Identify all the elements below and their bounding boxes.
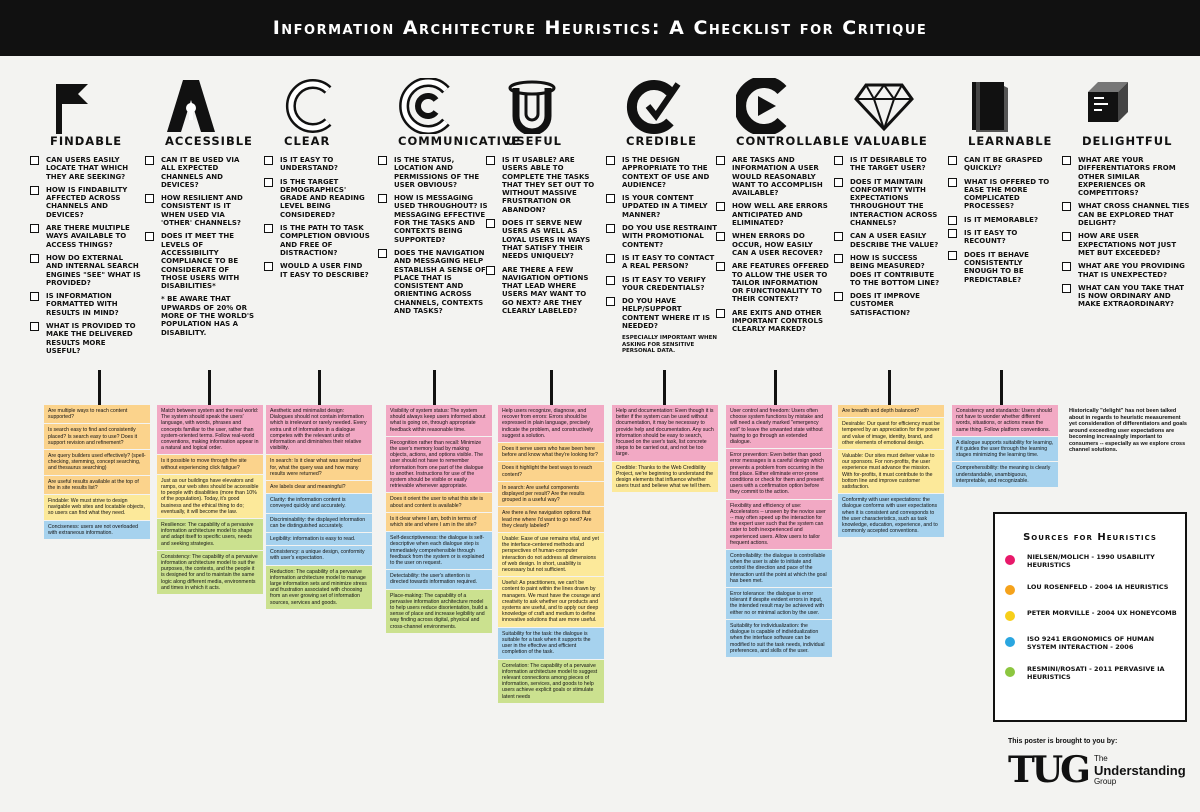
- sticky-note: Discriminability: the displayed information can be distinguished accurately.: [266, 514, 372, 532]
- cube-sparkle-icon: [1082, 74, 1134, 138]
- tug-logo-mark: TUG: [1008, 749, 1088, 791]
- question-text: CAN A USER EASILY DESCRIBE THE VALUE?: [850, 232, 939, 249]
- checklist-item[interactable]: [145, 156, 255, 189]
- delightful-note: Historically "delight" has not been talked about in regards to heuristic measurement yet consideration of differentiators and goals around exceeding user expectations are becoming increasingly important to consumers -- especially as we explore cross channel solutions.: [1069, 408, 1187, 453]
- sticky-note: Controllability: the dialogue is controllable when the user is able to initiate and control the direction and pace of the interaction until the point at which the goal has been met.: [726, 550, 832, 587]
- checkbox[interactable]: [1062, 262, 1071, 271]
- checkbox[interactable]: [948, 251, 957, 260]
- checklist-item[interactable]: [1062, 202, 1192, 227]
- source-item: [1005, 665, 1177, 681]
- checklist-item[interactable]: [606, 276, 718, 293]
- question-text: DOES IT BEHAVE CONSISTENTLY ENOUGH TO BE PREDICTABLE?: [964, 250, 1029, 284]
- source-label: ISO 9241 ERGONOMICS OF HUMAN SYSTEM INTERACTION - 2006: [1027, 635, 1155, 651]
- question-text: CAN USERS EASILY LOCATE THAT WHICH THEY ARE SEEKING?: [46, 156, 129, 181]
- checklist-item[interactable]: [30, 254, 142, 287]
- question-text: DO YOU USE RESTRAINT WITH PROMOTIONAL CONTENT?: [622, 224, 718, 249]
- sticky-note: Usable: Ease of use remains vital, and yet the interface-centered methods and perspectives of human-computer interaction do not address all dimensions of web design. In short, usability is necessary but not sufficient.: [498, 533, 604, 576]
- checkbox[interactable]: [834, 156, 843, 165]
- checkbox[interactable]: [264, 224, 273, 233]
- sticky-note: In search: Is it clear what was searched for, what the query was and how many results were returned?: [266, 455, 372, 480]
- question-text: WHAT IS OFFERED TO EASE THE MORE COMPLICATED PROCESSES?: [964, 177, 1050, 211]
- source-label: RESMINI/ROSATI - 2011 PERVASIVE IA HEURISTICS: [1027, 665, 1165, 681]
- checklist-item[interactable]: [716, 262, 830, 303]
- sticky-note: Legibility: information is easy to read.: [266, 533, 372, 545]
- checkbox[interactable]: [948, 216, 957, 225]
- question-text: WOULD A USER FIND IT EASY TO DESCRIBE?: [280, 262, 369, 279]
- checkbox[interactable]: [606, 224, 615, 233]
- checklist-findable: [30, 156, 142, 360]
- sticky-notes-communicative: [386, 405, 492, 634]
- sticky-note: Help and documentation: Even though it is better if the system can be used without documentation, it may be necessary to provide help and documentation. Any such information should be easy to search, focused on the user's task, list concrete steps to be carried out, and not be too large.: [612, 405, 718, 461]
- checklist-item[interactable]: [606, 254, 718, 271]
- sticky-note: Conciseness: users are not overloaded with extraneous information.: [44, 521, 150, 539]
- question-text: ARE THERE MULTIPLE WAYS AVAILABLE TO ACCESS THINGS?: [46, 224, 130, 249]
- c-play-icon: [736, 74, 792, 138]
- source-label: NIELSEN/MOLICH - 1990 USABILITY HEURISTICS: [1027, 553, 1155, 569]
- checkbox[interactable]: [145, 194, 154, 203]
- checklist-item[interactable]: [606, 224, 718, 249]
- checklist-credible: [606, 156, 718, 360]
- checklist-note: * BE AWARE THAT UPWARDS OF 20% OR MORE OF THE WORLD'S POPULATION HAS A DISABILITY.: [161, 295, 255, 337]
- checklist-item[interactable]: [606, 194, 718, 219]
- c-in-c-icon: [398, 74, 454, 138]
- checklist-item[interactable]: [948, 178, 1058, 211]
- heading-controllable: CONTROLLABLE: [736, 134, 850, 148]
- sticky-note: Just as our buildings have elevators and ramps, our web sites should be accessible to people with disabilities (more than 10% of the population). Today, it's good business and the ethical thing to do; eventually, it will become the law.: [157, 475, 263, 518]
- source-item: [1005, 609, 1177, 621]
- source-list: [995, 553, 1185, 681]
- checklist-item[interactable]: [486, 156, 598, 214]
- checklist-item[interactable]: [834, 232, 944, 249]
- checklist-item[interactable]: [30, 292, 142, 317]
- checklist-item[interactable]: [1062, 156, 1192, 197]
- sticky-note: Error prevention: Even better than good error messages is a careful design which prevents a problem from occurring in the first place. Either eliminate error-prone conditions or check for them and present users with a confirmation option before they commit to the action.: [726, 449, 832, 498]
- source-label: LOU ROSENFELD - 2004 IA HEURISTICS: [1027, 583, 1169, 591]
- sticky-note: Consistency: The capability of a pervasive information architecture model to suit the purposes, the contexts, and the people it is designed for and to maintain the same logic along different media, environments and times in which it acts.: [157, 551, 263, 594]
- checklist-item[interactable]: [834, 178, 944, 228]
- question-text: HOW DO EXTERNAL AND INTERNAL SEARCH ENGINES "SEE" WHAT IS PROVIDED?: [46, 253, 141, 287]
- sticky-note: Place-making: The capability of a pervasive information architecture model to help users reduce disorientation, build a sense of place and increase legibility and way finding across digital, physical and cross-channel environments.: [386, 590, 492, 633]
- checklist-clear: [264, 156, 372, 284]
- checkbox[interactable]: [486, 219, 495, 228]
- sticky-note: Consistency and standards: Users should not have to wonder whether different words, situations, or actions mean the same thing. Follow platform conventions.: [952, 405, 1058, 436]
- connector-line: [433, 370, 436, 406]
- source-label: PETER MORVILLE - 2004 UX HONEYCOMB: [1027, 609, 1177, 617]
- sticky-notes-findable: [44, 405, 150, 540]
- sticky-notes-learnable: [952, 405, 1058, 488]
- checkbox[interactable]: [30, 254, 39, 263]
- checklist-item[interactable]: [1062, 262, 1192, 279]
- sticky-note: Recognition rather than recall: Minimize the user's memory load by making objects, actions, and options visible. The user should not have to remember information from one part of the dialogue to another. Instructions for use of the system should be visible or easily retrievable whenever appropriate.: [386, 437, 492, 493]
- checkbox[interactable]: [716, 232, 725, 241]
- sticky-notes-valuable: [838, 405, 944, 538]
- sticky-note: Suitability for the task: the dialogue is suitable for a task when it supports the user in the effective and efficient completion of the task.: [498, 628, 604, 659]
- checkbox[interactable]: [486, 266, 495, 275]
- sticky-note: Are multiple ways to reach content supported?: [44, 405, 150, 423]
- sticky-note: Aesthetic and minimalist design: Dialogues should not contain information which is irrelevant or rarely needed. Every extra unit of information in a dialogue competes with the relevant units of information and diminishes their relative visibility.: [266, 405, 372, 454]
- checklist-item[interactable]: [716, 202, 830, 227]
- checklist-item[interactable]: [606, 156, 718, 189]
- tug-logo-group: Group: [1093, 776, 1117, 786]
- c-checkmark-icon: [626, 74, 682, 138]
- checkbox[interactable]: [1062, 232, 1071, 241]
- checklist-item[interactable]: [716, 309, 830, 334]
- question-text: IS INFORMATION FORMATTED WITH RESULTS IN MIND?: [46, 292, 119, 317]
- source-color-dot: [1005, 637, 1015, 647]
- checklist-item[interactable]: [486, 266, 598, 316]
- connector-line: [98, 370, 101, 406]
- question-text: IS THE DESIGN APPROPRIATE TO THE CONTEXT OF USE AND AUDIENCE?: [622, 156, 710, 189]
- checkbox[interactable]: [264, 156, 273, 165]
- checkbox[interactable]: [834, 232, 843, 241]
- checkbox[interactable]: [30, 322, 39, 331]
- source-item: [1005, 553, 1177, 569]
- brought-by-text: This poster is brought to you by:: [1008, 738, 1118, 745]
- sticky-note: Conformity with user expectations: the dialogue conforms with user expectations when it is consistent and corresponds to the user characteristics, such as task knowledge, education, experience, and to commonly accepted conventions.: [838, 494, 944, 537]
- sticky-note: Correlation: The capability of a pervasive information architecture model to suggest relevant connections among pieces of information, services, and goods to help users achieve explicit goals or stimulate latent needs: [498, 660, 604, 703]
- sticky-notes-accessible: [157, 405, 263, 595]
- checklist-item[interactable]: [264, 262, 372, 279]
- checkbox[interactable]: [30, 186, 39, 195]
- checklist-accessible: [145, 156, 255, 342]
- question-text: IS IT MEMORABLE?: [964, 215, 1039, 224]
- checklist-controllable: [716, 156, 830, 339]
- question-text: IS IT EASY TO RECOUNT?: [964, 229, 1018, 246]
- question-text: DOES IT MAINTAIN CONFORMITY WITH EXPECTATIONS THROUGHOUT THE INTERACTION ACROSS CHANNELS?: [850, 177, 938, 228]
- sticky-note: Desirable: Our quest for efficiency must be tempered by an appreciation for the power and value of image, identity, brand, and other elements of emotional design.: [838, 418, 944, 449]
- question-text: IS THE TARGET DEMOGRAPHICS' GRADE AND READING LEVEL BEING CONSIDERED?: [280, 177, 365, 219]
- checklist-item[interactable]: [948, 216, 1058, 224]
- sources-legend: [993, 512, 1187, 722]
- question-text: HOW RESILIENT AND CONSISTENT IS IT WHEN USED VIA 'OTHER' CHANNELS?: [161, 194, 243, 228]
- checklist-learnable: [948, 156, 1058, 289]
- question-text: ARE FEATURES OFFERED TO ALLOW THE USER TO TAILOR INFORMATION OR FUNCTIONALITY TO THEIR CONTEXT?: [732, 262, 829, 304]
- checkbox[interactable]: [30, 156, 39, 165]
- question-text: WHAT CROSS CHANNEL TIES CAN BE EXPLORED THAT DELIGHT?: [1078, 202, 1190, 228]
- source-color-dot: [1005, 585, 1015, 595]
- sticky-note: Are labels clear and meaningful?: [266, 481, 372, 493]
- checklist-item[interactable]: [948, 229, 1058, 246]
- question-text: IS THE PATH TO TASK COMPLETION OBVIOUS AND FREE OF DISTRACTION?: [280, 224, 370, 257]
- checklist-item[interactable]: [834, 292, 944, 317]
- question-text: ARE THERE A FEW NAVIGATION OPTIONS THAT LEAD WHERE USERS MAY WANT TO GO NEXT? ARE THEY CLEARLY LABELED?: [502, 265, 589, 316]
- checklist-item[interactable]: [834, 254, 944, 287]
- checkbox[interactable]: [378, 156, 387, 165]
- checklist-item[interactable]: [948, 251, 1058, 284]
- checkbox[interactable]: [948, 156, 957, 165]
- source-color-dot: [1005, 555, 1015, 565]
- question-text: ARE TASKS AND INFORMATION A USER WOULD REASONABLY WANT TO ACCOMPLISH AVAILABLE?: [732, 156, 823, 198]
- heading-communicative: COMMUNICATIVE: [398, 134, 521, 148]
- checkbox[interactable]: [716, 262, 725, 271]
- sticky-note: Useful: As practitioners, we can't be content to paint within the lines drawn by managers. We must have the courage and creativity to ask whether our products and systems are useful, and to apply our deep knowledge of craft and medium to define innovative solutions that are more useful.: [498, 577, 604, 626]
- checkbox[interactable]: [606, 297, 615, 306]
- checklist-note: ESPECIALLY IMPORTANT WHEN ASKING FOR SENSITIVE PERSONAL DATA.: [622, 335, 717, 355]
- checkbox[interactable]: [1062, 156, 1071, 165]
- heading-delightful: DELIGHTFUL: [1082, 134, 1173, 148]
- connector-line: [1000, 370, 1003, 406]
- question-text: CAN IT BE USED VIA ALL EXPECTED CHANNELS AND DEVICES?: [161, 156, 240, 189]
- checklist-item[interactable]: [264, 224, 372, 257]
- sticky-note: Does it highlight the best ways to reach content?: [498, 462, 604, 480]
- u-cup-icon: [506, 74, 558, 138]
- connector-line: [318, 370, 321, 406]
- keyhole-a-icon: [165, 74, 217, 138]
- checkbox[interactable]: [606, 194, 615, 203]
- connector-line: [550, 370, 553, 406]
- question-text: IS THE STATUS, LOCATION AND PERMISSIONS OF THE USER OBVIOUS?: [394, 156, 480, 189]
- checkbox[interactable]: [834, 292, 843, 301]
- heading-learnable: LEARNABLE: [968, 134, 1053, 148]
- sticky-note: Findable: We must strive to design navigable web sites and locatable objects, so users can find what they need.: [44, 495, 150, 520]
- sticky-note: Comprehensibility: the meaning is clearly understandable, unambiguous, interpretable, and recognizable.: [952, 462, 1058, 487]
- source-color-dot: [1005, 667, 1015, 677]
- checklist-item[interactable]: [606, 297, 718, 330]
- question-text: DO YOU HAVE HELP/SUPPORT CONTENT WHERE IT IS NEEDED?: [622, 297, 711, 331]
- connector-line: [774, 370, 777, 406]
- checklist-item[interactable]: [378, 156, 490, 189]
- sticky-note: Reduction: The capability of a pervasive information architecture model to manage large information sets and minimize stress and frustration associated with choosing from an ever growing set of information sources, services and goods.: [266, 566, 372, 609]
- open-c-icon: [284, 74, 336, 138]
- checklist-item[interactable]: [378, 194, 490, 244]
- page-title: Information Architecture Heuristics: A Checklist for Critique: [272, 17, 928, 39]
- sticky-note: Flexibility and efficiency of use: Accelerators -- unseen by the novice user -- may often speed up the interaction for the expert user such that the system can cater to both inexperienced and experienced users. Allow users to tailor frequent actions.: [726, 500, 832, 549]
- checkbox[interactable]: [716, 309, 725, 318]
- checklist-communicative: [378, 156, 490, 320]
- checkbox[interactable]: [834, 254, 843, 263]
- heading-accessible: ACCESSIBLE: [165, 134, 253, 148]
- checkbox[interactable]: [948, 178, 957, 187]
- flag-icon: [50, 74, 90, 138]
- question-text: HOW IS SUCCESS BEING MEASURED? DOES IT CONTRIBUTE TO THE BOTTOM LINE?: [850, 253, 940, 287]
- sticky-note: Suitability for individualization: the dialogue is capable of individualization when the interface software can be modified to suit the task needs, individual preferences, and skills of the user.: [726, 620, 832, 657]
- question-text: DOES IT SERVE NEW USERS AS WELL AS LOYAL USERS IN WAYS THAT SATISFY THEIR NEEDS UNIQUELY?: [502, 219, 591, 261]
- checkbox[interactable]: [1062, 202, 1071, 211]
- sticky-notes-useful: [498, 405, 604, 704]
- question-text: DOES IT IMPROVE CUSTOMER SATISFACTION?: [850, 292, 920, 317]
- checklist-item[interactable]: [1062, 232, 1192, 257]
- checkbox[interactable]: [948, 229, 957, 238]
- sources-title: Sources for Heuristics: [1023, 532, 1157, 543]
- sticky-note: Resilience: The capability of a pervasive information architecture model to shape and adapt itself to specific users, needs and seeking strategies.: [157, 519, 263, 550]
- sticky-note: Is search easy to find and consistently placed? Is search easy to use? Does it support revision and refinement?: [44, 424, 150, 449]
- question-text: WHAT ARE YOU PROVIDING THAT IS UNEXPECTED?: [1078, 262, 1185, 279]
- question-text: IS YOUR CONTENT UPDATED IN A TIMELY MANNER?: [622, 194, 708, 219]
- tug-logo: [1008, 749, 1186, 791]
- tug-logo-the: The: [1093, 753, 1108, 763]
- sticky-note: Are there a few navigation options that lead me where I'd want to go next? Are they clearly labeled?: [498, 507, 604, 532]
- sticky-note: Is it possible to move through the site without experiencing click fatigue?: [157, 455, 263, 473]
- question-text: HOW WELL ARE ERRORS ANTICIPATED AND ELIMINATED?: [732, 202, 828, 228]
- checklist-item[interactable]: [948, 156, 1058, 173]
- question-text: HOW IS FINDABILITY AFFECTED ACROSS CHANNELS AND DEVICES?: [46, 185, 128, 219]
- checklist-item[interactable]: [378, 249, 490, 315]
- checkbox[interactable]: [378, 249, 387, 258]
- checklist-item[interactable]: [264, 178, 372, 219]
- checkbox[interactable]: [145, 156, 154, 165]
- question-text: IS IT DESIRABLE TO THE TARGET USER?: [850, 156, 927, 173]
- checklist-item[interactable]: [716, 156, 830, 197]
- sticky-note: Visibility of system status: The system should always keep users informed about what is going on, through appropriate feedback within reasonable time.: [386, 405, 492, 436]
- sticky-note: Does it orient the user to what this site is about and content is available?: [386, 493, 492, 511]
- connector-line: [208, 370, 211, 406]
- connector-line: [663, 370, 666, 406]
- sticky-notes-credible: [612, 405, 718, 493]
- checkbox[interactable]: [606, 156, 615, 165]
- question-text: CAN IT BE GRASPED QUICKLY?: [964, 156, 1043, 173]
- heading-clear: CLEAR: [284, 134, 331, 148]
- sticky-note: User control and freedom: Users often choose system functions by mistake and will need a clearly marked "emergency exit" to leave the unwanted state without having to go through an extended dialogue.: [726, 405, 832, 448]
- checklist-item[interactable]: [30, 186, 142, 219]
- checklist-useful: [486, 156, 598, 320]
- question-text: IS IT USABLE? ARE USERS ABLE TO COMPLETE THE TASKS THAT THEY SET OUT TO WITHOUT MASSIVE FRUSTRATION OR ABANDON?: [502, 156, 595, 214]
- checkbox[interactable]: [606, 276, 615, 285]
- heading-valuable: VALUABLE: [854, 134, 928, 148]
- question-text: IS IT EASY TO UNDERSTAND?: [280, 156, 338, 173]
- checklist-valuable: [834, 156, 944, 322]
- sticky-note: A dialogue supports suitability for learning, if it guides the user through the learning stages minimizing the learning time.: [952, 437, 1058, 462]
- sticky-note: Are query builders used effectively? (spell-checking, stemming, concept searching, and thesaurus searching): [44, 450, 150, 475]
- source-item: [1005, 583, 1177, 595]
- sticky-note: Are useful results available at the top of the in site results list?: [44, 476, 150, 494]
- question-text: WHAT ARE YOUR DIFFERENTIATORS FROM OTHER SIMILAR EXPERIENCES OR COMPETITORS?: [1078, 156, 1176, 198]
- sticky-note: Is it clear where I am, both in terms of which site and where I am in the site?: [386, 513, 492, 531]
- checkbox[interactable]: [1062, 284, 1071, 293]
- checkbox[interactable]: [716, 156, 725, 165]
- sticky-note: Are breadth and depth balanced?: [838, 405, 944, 417]
- diamond-icon: [854, 74, 914, 138]
- question-text: HOW IS MESSAGING USED THROUGHOUT? IS MESSAGING EFFECTIVE FOR THE TASKS AND CONTEXTS BEING SUPPORTED?: [394, 194, 488, 244]
- question-text: WHAT CAN YOU TAKE THAT IS NOW ORDINARY AND MAKE EXTRAORDINARY?: [1078, 283, 1184, 309]
- question-text: IS IT EASY TO CONTACT A REAL PERSON?: [622, 253, 715, 271]
- sticky-note: Match between system and the real world: The system should speak the users' language, with words, phrases and concepts familiar to the user, rather than system-oriented terms. Follow real-world conventions, making information appear in a natural and logical order.: [157, 405, 263, 454]
- question-text: IS IT EASY TO VERIFY YOUR CREDENTIALS?: [622, 275, 706, 292]
- heading-findable: FINDABLE: [50, 134, 123, 148]
- checklist-item[interactable]: [145, 194, 255, 227]
- checkbox[interactable]: [30, 292, 39, 301]
- question-text: WHEN ERRORS DO OCCUR, HOW EASILY CAN A USER RECOVER?: [732, 232, 823, 257]
- question-text: DOES IT MEET THE LEVELS OF ACCESSIBILITY COMPLIANCE TO BE CONSIDERATE OF THOSE USERS WITH DISABILITIES*: [161, 232, 240, 291]
- source-item: [1005, 635, 1177, 651]
- sticky-note: Help users recognize, diagnose, and recover from errors: Errors should be expressed in plain language, precisely indicate the problem, and constructively suggest a solution.: [498, 405, 604, 442]
- checkbox[interactable]: [378, 194, 387, 203]
- tug-logo-text: [1094, 754, 1186, 787]
- checklist-item[interactable]: [145, 232, 255, 290]
- sticky-note: Valuable: Our sites must deliver value to our sponsors. For non-profits, the user experience must advance the mission. With for-profits, it must contribute to the bottom line and improve customer satisfaction.: [838, 450, 944, 493]
- question-text: ARE EXITS AND OTHER IMPORTANT CONTROLS CLEARLY MARKED?: [732, 308, 824, 334]
- checklist-delightful: [1062, 156, 1192, 314]
- sticky-note: Credible: Thanks to the Web Credibility Project, we're beginning to understand the design elements that influence whether users trust and believe what we tell them.: [612, 462, 718, 493]
- sticky-note: Detectability: the user's attention is directed towards information required.: [386, 570, 492, 588]
- question-text: WHAT IS PROVIDED TO MAKE THE DELIVERED RESULTS MORE USEFUL?: [46, 322, 136, 355]
- sticky-notes-clear: [266, 405, 372, 610]
- tug-logo-name: Understanding: [1093, 762, 1186, 778]
- title-bar: [0, 0, 1200, 56]
- checklist-item[interactable]: [30, 224, 142, 249]
- checkbox[interactable]: [834, 178, 843, 187]
- sticky-note: Error tolerance: the dialogue is error tolerant if despite evident errors in input, the intended result may be achieved with either no or minimal action by the user.: [726, 588, 832, 619]
- question-text: DOES THE NAVIGATION AND MESSAGING HELP ESTABLISH A SENSE OF PLACE THAT IS CONSISTENT AND ORIENTING ACROSS CHANNELS, CONTEXTS AND TASKS?: [394, 248, 486, 316]
- heading-useful: USEFUL: [506, 134, 562, 148]
- checkbox[interactable]: [145, 232, 154, 241]
- connector-line: [888, 370, 891, 406]
- sticky-note: Consistency: a unique design, conformity with user's expectation.: [266, 546, 372, 564]
- sticky-note: Clarity: the information content is conveyed quickly and accurately.: [266, 494, 372, 512]
- checklist-item[interactable]: [834, 156, 944, 173]
- checkbox[interactable]: [606, 254, 615, 263]
- sticky-note: Does it serve users who have been here before and know what they're looking for?: [498, 443, 604, 461]
- checkbox[interactable]: [30, 224, 39, 233]
- checklist-item[interactable]: [486, 219, 598, 260]
- heading-credible: CREDIBLE: [626, 134, 697, 148]
- checklist-item[interactable]: [1062, 284, 1192, 309]
- sticky-notes-controllable: [726, 405, 832, 658]
- question-text: HOW ARE USER EXPECTATIONS NOT JUST MET BUT EXCEEDED?: [1078, 232, 1177, 257]
- checkbox[interactable]: [486, 156, 495, 165]
- checklist-item[interactable]: [30, 322, 142, 355]
- checklist-item[interactable]: [264, 156, 372, 173]
- sticky-note: In search: Are useful components displayed per result? Are the results grouped in a useful way?: [498, 482, 604, 507]
- sticky-note: Self-descriptiveness: the dialogue is self-descriptive when each dialogue step is immediately comprehensible through feedback from the system or is explained to the user on request.: [386, 532, 492, 569]
- book-icon: [968, 74, 1012, 138]
- source-color-dot: [1005, 611, 1015, 621]
- checkbox[interactable]: [264, 262, 273, 271]
- checkbox[interactable]: [716, 202, 725, 211]
- checklist-item[interactable]: [30, 156, 142, 181]
- checklist-item[interactable]: [716, 232, 830, 257]
- checkbox[interactable]: [264, 178, 273, 187]
